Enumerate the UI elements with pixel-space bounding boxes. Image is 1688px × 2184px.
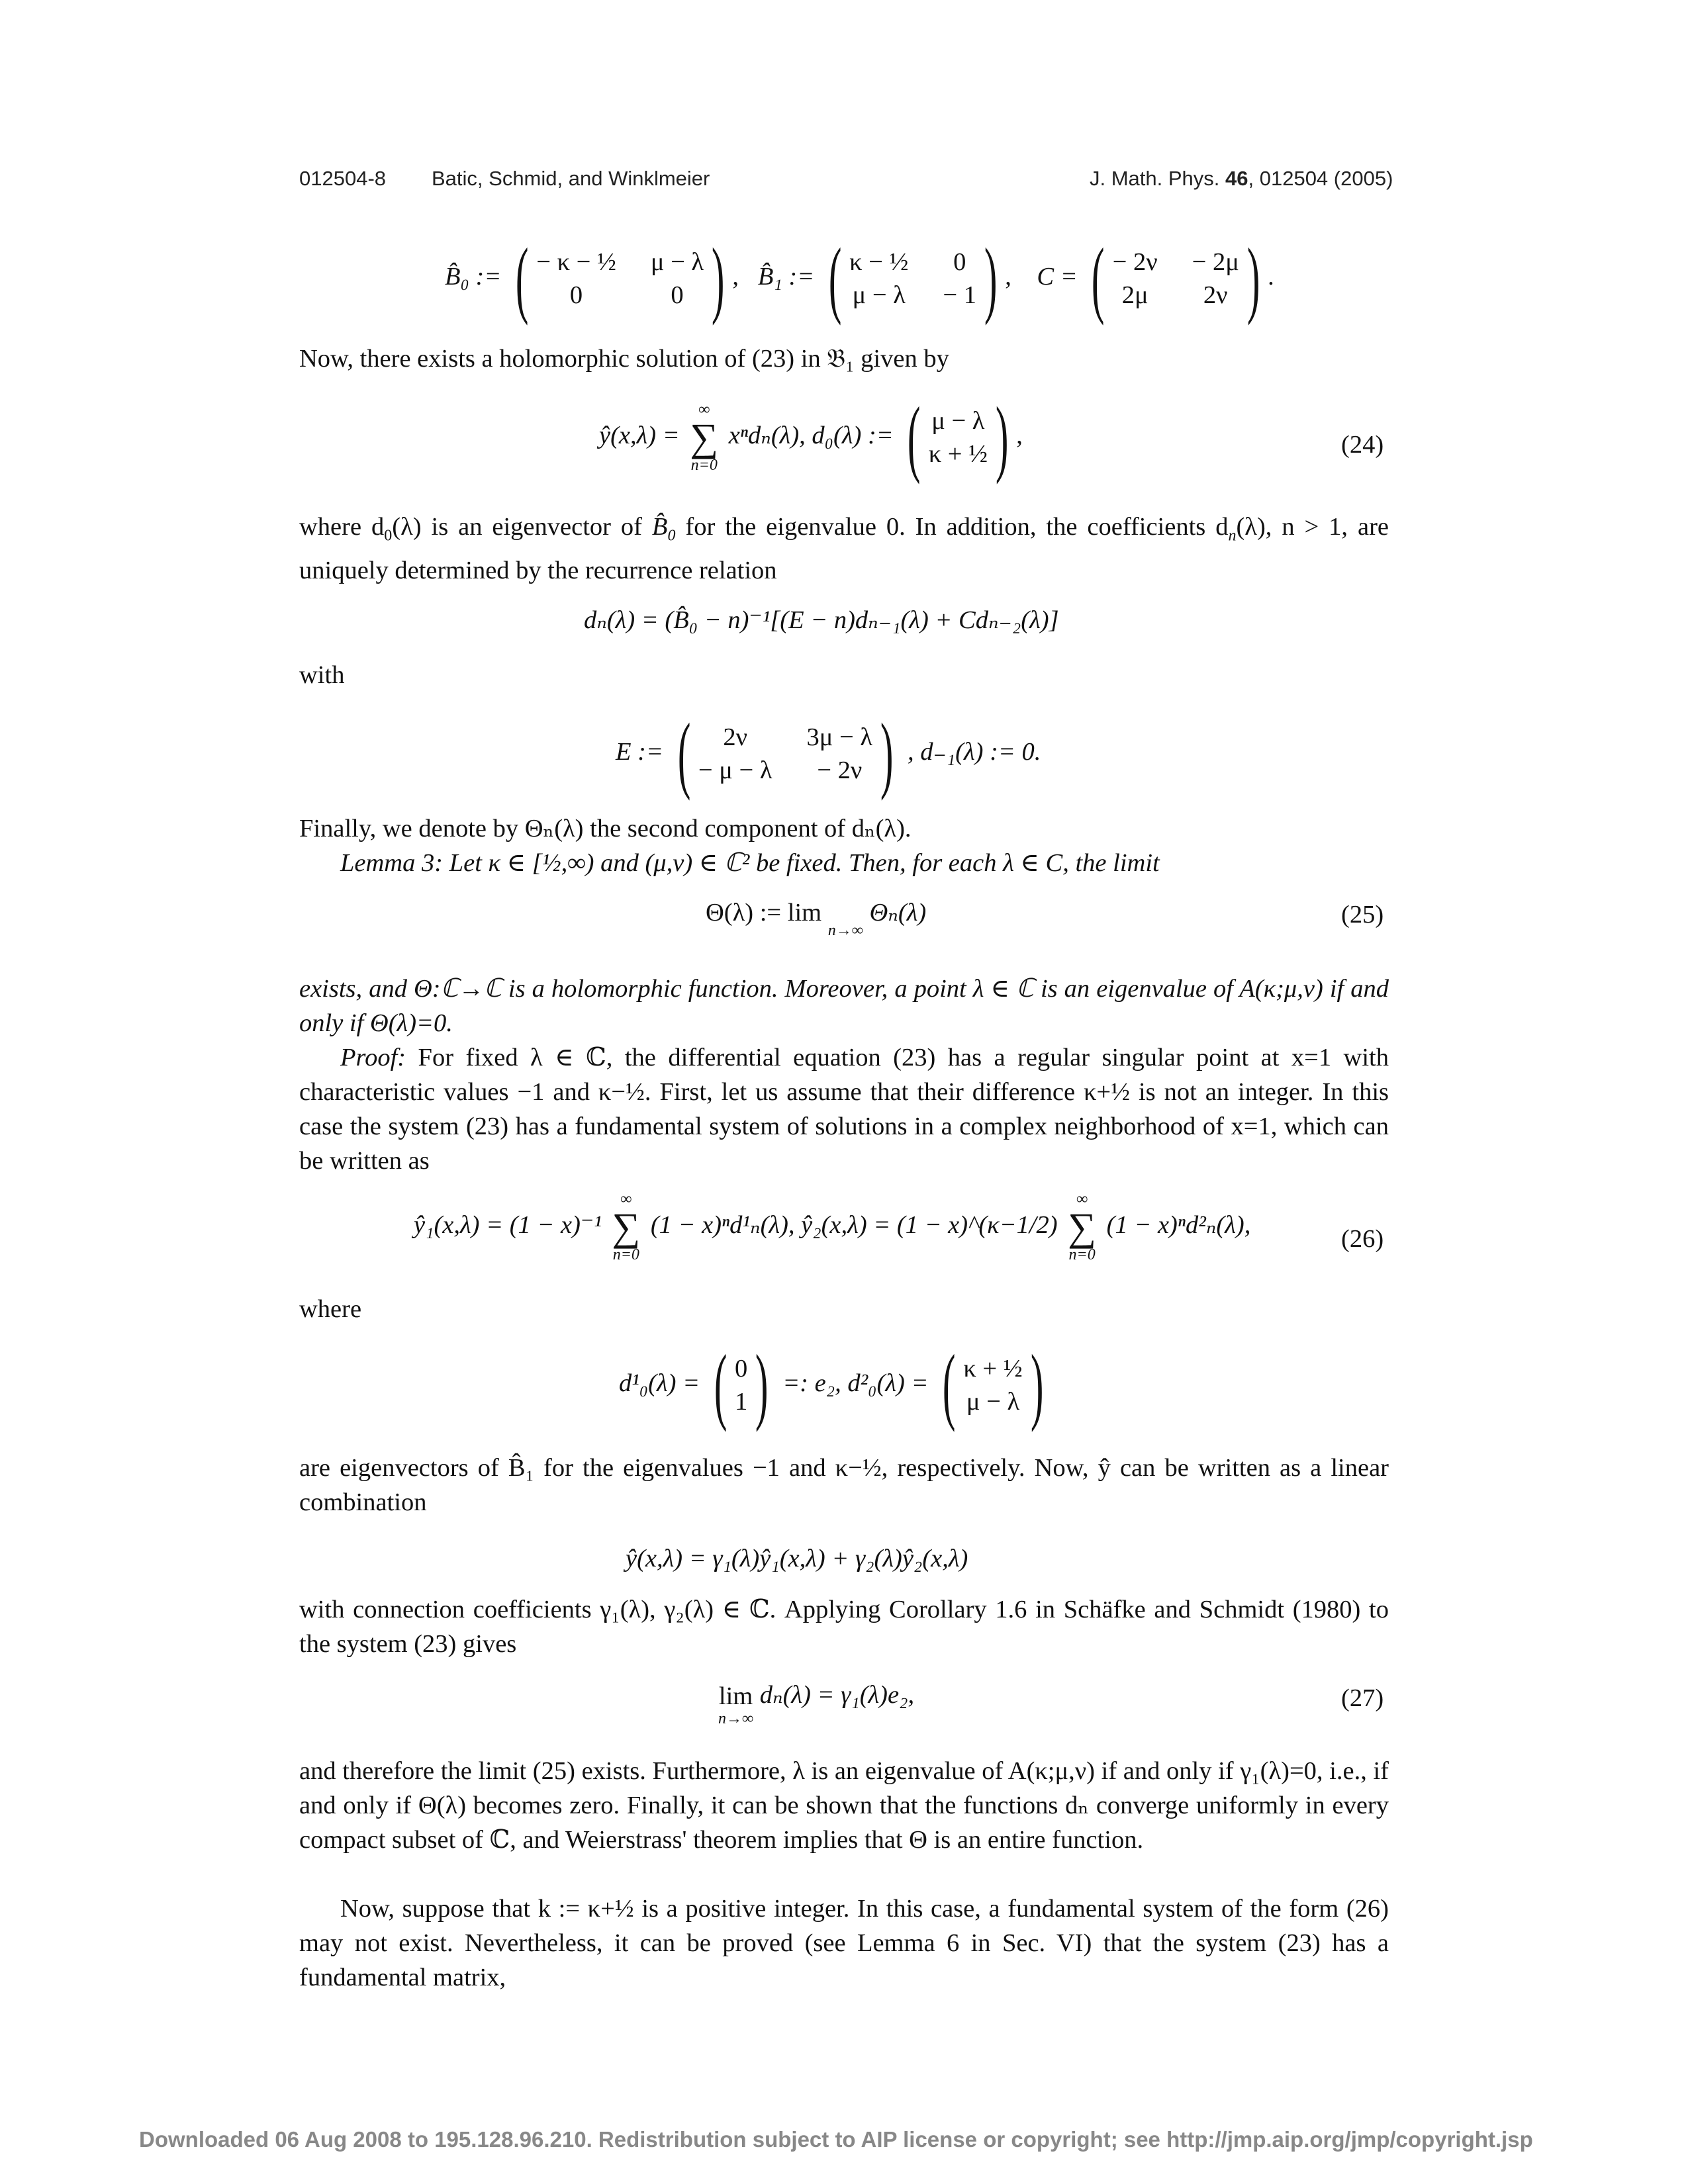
d0-cell: μ − λ [931, 406, 985, 435]
sum-operator: ∞ ∑ n=0 [612, 1191, 641, 1263]
p2-part: where d [299, 513, 385, 541]
b0-cell: − κ − ½ [536, 248, 616, 276]
d02-cell: μ − λ [966, 1388, 1020, 1416]
c-cell: 2ν [1203, 281, 1228, 309]
d02-vector: ( κ + ½ μ − λ ) [942, 1338, 1044, 1433]
eq25-limit-sub [828, 922, 863, 939]
eq-number-26: (26) [1341, 1225, 1384, 1253]
eq26-part: (1 − x)ⁿd¹ₙ(λ), ŷ₂(x,λ) = (1 − x)^(κ−1/2) [650, 1210, 1058, 1239]
sum-operator: ∞ ∑ n=0 [690, 401, 719, 474]
journal-suffix: , 012504 (2005) [1248, 167, 1393, 190]
sum-lower: n=0 [612, 1246, 639, 1263]
d01-cell: 1 [735, 1388, 748, 1416]
e-cell: − 2ν [817, 756, 863, 784]
c-cell: − 2ν [1112, 248, 1158, 276]
journal-prefix: J. Math. Phys. [1090, 167, 1226, 190]
d01-lhs: d¹₀(λ) = [619, 1369, 700, 1397]
b1-cell: 0 [953, 248, 966, 276]
e-rhs: , d₋₁(λ) := 0. [907, 737, 1041, 766]
e-cell: − μ − λ [698, 756, 773, 784]
d01-vector: ( 0 1 ) [714, 1338, 769, 1433]
download-footer: Downloaded 06 Aug 2008 to 195.128.96.210. Redistribution subject to AIP license or copyright; see http://jmp.aip.org/jmp/copyright.jsp [139, 2127, 1533, 2152]
paragraph-now-suppose: Now, suppose that k := κ+½ is a positive integer. In this case, a fundamental system of the form (26) may not exist. Nevertheless, it can be proved (see Lemma 6 in Sec. VI) that the system (23) has a fundamental matrix, [299, 1895, 1389, 1991]
d0-vector: ( μ − λ κ + ½ ) [908, 390, 1009, 485]
lemma-3 [299, 846, 1389, 880]
c-lhs: C = [1037, 262, 1078, 291]
running-authors: Batic, Schmid, and Winklmeier [432, 167, 710, 190]
equation-27 [718, 1682, 914, 1728]
proof-paragraph [299, 1040, 1389, 1178]
b0-lhs: B̂₀ := [445, 262, 502, 291]
b1-lhs: B̂₁ := [757, 262, 815, 291]
b0-matrix: ( − κ − ½ μ − λ 0 0 ) [515, 231, 725, 326]
journal-citation [1090, 167, 1393, 191]
b0-cell: 0 [569, 281, 583, 309]
lemma-text: Let κ ∈ [½,∞) and (μ,ν) ∈ ℂ² be fixed. Then, for each λ ∈ C, the limit [443, 849, 1160, 877]
b1-cell: κ − ½ [849, 248, 909, 276]
sum-lower: n=0 [690, 457, 718, 474]
limit-word: lim [718, 1682, 753, 1710]
e-cell: 3μ − λ [806, 723, 873, 751]
proof-label: Proof: [340, 1044, 406, 1071]
eq26-part: (1 − x)ⁿd²ₙ(λ), [1106, 1210, 1251, 1239]
paragraph-theta: Finally, we denote by Θₙ(λ) the second component of dₙ(λ). [299, 815, 912, 842]
p2-part: (λ), n > 1, are uniquely determined by the recurrence relation [299, 513, 1389, 584]
c-cell: − 2μ [1192, 248, 1239, 276]
equation-24: ŷ(x,λ) = ∞ ∑ n=0 xⁿdₙ(λ), d₀(λ) := ( μ − λ κ + ½ ) , [599, 390, 1023, 485]
sum-operator: ∞ ∑ n=0 [1068, 1191, 1097, 1263]
eq27-limit [718, 1682, 753, 1728]
eq-number-24: (24) [1341, 431, 1384, 459]
paragraph-where: where [299, 1295, 362, 1323]
paragraph-eigenvectors-b1: are eigenvectors of B̂₁ for the eigenvalues −1 and κ−½, respectively. Now, ŷ can be written as a linear combination [299, 1454, 1389, 1516]
eq24-mid: xⁿdₙ(λ), d₀(λ) := [728, 421, 894, 449]
paragraph-eigenvector: where $d_0(\lambda)$ is an eigenvector of $B̂_0$ for the eigenvalue 0. In addition, the coefficients $d_n(\lambda)$, n > 1, are uniquely determined by the recurrence relation [299, 513, 1389, 584]
limit-subscript: n→∞ [718, 1710, 754, 1728]
c-matrix: ( − 2ν − 2μ 2μ 2ν ) [1092, 231, 1260, 326]
limit-subscript: n→∞ [827, 922, 863, 939]
p2-part: (λ) is an eigenvector of [392, 513, 652, 541]
paragraph-connection: with connection coefficients γ₁(λ), γ₂(λ) ∈ ℂ. Applying Corollary 1.6 in Schäfke and Schmidt (1980) to the system (23) gives [299, 1596, 1389, 1658]
sum-upper: ∞ [698, 401, 710, 418]
paragraph-therefore: and therefore the limit (25) exists. Furthermore, λ is an eigenvalue of A(κ;μ,ν) if and only if γ₁(λ)=0, i.e., if and only if Θ(λ) becomes zero. Finally, it can be shown that the functions dₙ converge uniformly in every compact subset of ℂ, and Weierstrass' theorem implies that Θ is an entire function. [299, 1757, 1389, 1854]
d0-definitions [619, 1338, 1051, 1433]
c-cell: 2μ [1121, 281, 1149, 309]
b1-cell: μ − λ [852, 281, 906, 309]
b1-matrix: ( κ − ½ 0 μ − λ − 1 ) [828, 231, 998, 326]
sum-upper: ∞ [1076, 1191, 1088, 1208]
b0-cell: μ − λ [650, 248, 704, 276]
eq-number-27: (27) [1341, 1684, 1384, 1712]
journal-volume: 46 [1225, 167, 1248, 190]
page-id: 012504-8 [299, 167, 387, 190]
e-lhs: E := [616, 737, 663, 766]
lemma-continuation: exists, and Θ:ℂ→ℂ is a holomorphic function. Moreover, a point λ ∈ ℂ is an eigenvalue of A(κ;μ,ν) if and only if Θ(λ)=0. [299, 975, 1389, 1037]
equation-26 [414, 1191, 1250, 1263]
matrix-definitions: B̂₀ := ( − κ − ½ μ − λ 0 0 ) , B̂₁ := ( κ − ½ 0 μ − λ − 1 ) , C = ( − 2ν − 2μ 2μ 2ν ) . [445, 231, 1274, 326]
e-matrix-definition [616, 706, 1041, 801]
eq27-rhs: dₙ(λ) = γ₁(λ)e₂, [759, 1681, 915, 1709]
eq25-lhs: Θ(λ) := lim [706, 899, 822, 927]
paragraph-with: with [299, 661, 345, 689]
b0-cell: 0 [671, 281, 684, 309]
lemma-label: Lemma 3: [340, 849, 444, 877]
eq24-lhs: ŷ(x,λ) = [599, 421, 680, 449]
p2-part: for the eigenvalue 0. In addition, the coefficients d [675, 513, 1229, 541]
linear-combination: ŷ(x,λ) = γ₁(λ)ŷ₁(x,λ) + γ₂(λ)ŷ₂(x,λ) [626, 1545, 968, 1572]
paragraph-holomorphic: Now, there exists a holomorphic solution of (23) in 𝔅₁ given by [299, 345, 949, 373]
d02-cell: κ + ½ [963, 1354, 1023, 1383]
sum-lower: n=0 [1068, 1246, 1096, 1263]
d0-cell: κ + ½ [928, 440, 988, 468]
proof-text: For fixed λ ∈ ℂ, the differential equation (23) has a regular singular point at x=1 with characteristic values −1 and κ−½. First, let us assume that their difference κ+½ is not an integer. In this case the system (23) has a fundamental system of solutions in a complex neighborhood of x=1, which can be written as [299, 1044, 1389, 1175]
eq-number-25: (25) [1341, 901, 1384, 929]
d0-mid: =: e₂, d²₀(λ) = [782, 1369, 929, 1397]
e-cell: 2ν [723, 723, 748, 751]
equation-25 [706, 900, 926, 939]
d01-cell: 0 [735, 1354, 748, 1383]
e-matrix: ( 2ν 3μ − λ − μ − λ − 2ν ) [677, 706, 894, 801]
eq25-rhs: Θₙ(λ) [869, 899, 927, 927]
sum-upper: ∞ [620, 1191, 632, 1208]
b1-cell: − 1 [943, 281, 976, 309]
recurrence-relation: dₙ(λ) = (B̂₀ − n)⁻¹[(E − n)dₙ₋₁(λ) + Cdₙ₋₂(λ)] [584, 606, 1059, 634]
eq26-part: ŷ₁(x,λ) = (1 − x)⁻¹ [414, 1210, 602, 1239]
